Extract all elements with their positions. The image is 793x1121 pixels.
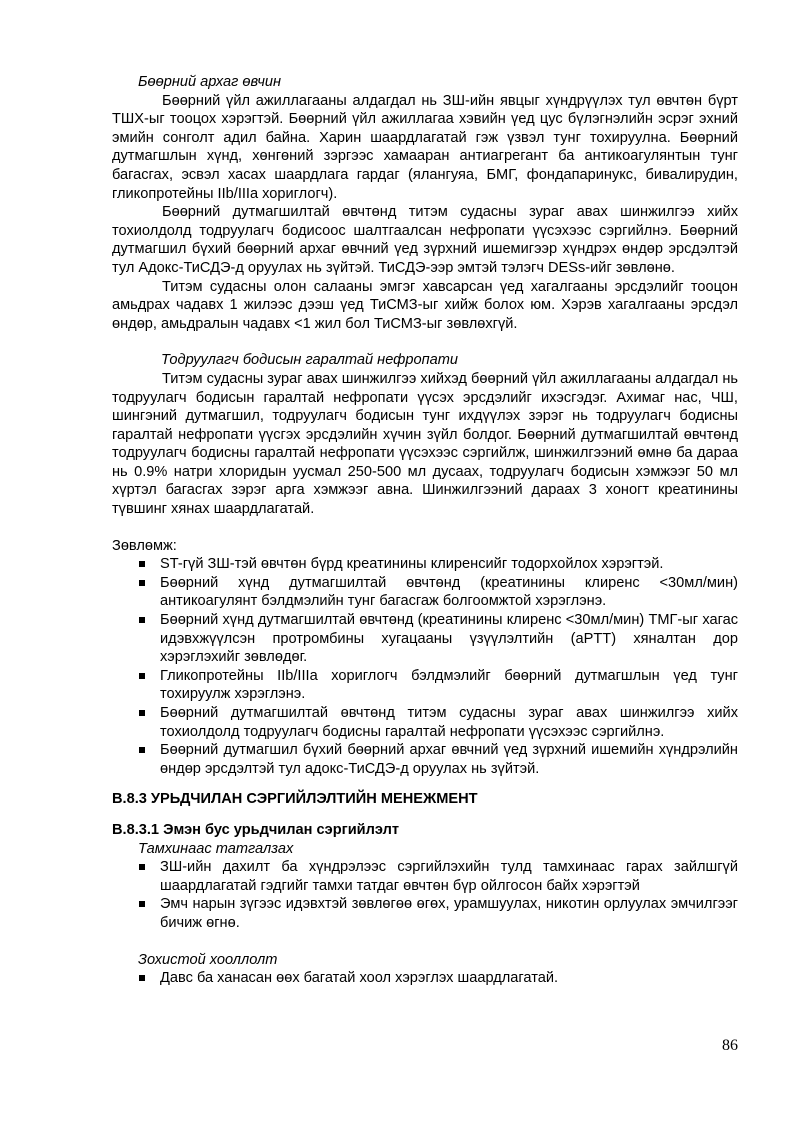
contrast-section-title: Тодруулагч бодисын гаралтай нефропати <box>161 352 459 369</box>
list-item: Бөөрний хүнд дутмагшилтай өвчтөнд (креатинины клиренс <30мл/мин) антикоагулянт бэлдмэлийн тунг багасгаж болгоомжтой хэрэглэнэ. <box>136 574 738 611</box>
list-item: ST-гүй ЗШ-тэй өвчтөн бүрд креатинины клиренсийг тодорхойлох хэрэгтэй. <box>136 555 738 574</box>
page-number: 86 <box>722 1037 738 1054</box>
recommendations-list <box>112 555 738 778</box>
list-item: ЗШ-ийн дахилт ба хүндрэлээс сэргийлэхийн тулд тамхинаас гарах зайлшгүй шаардлагатай гэдгийг тамхи татдаг өвчтөн бүр ойлгосон байх хэрэгтэй <box>136 858 738 895</box>
list-item: Эмч нарын зүгээс идэвхтэй зөвлөгөө өгөх, урамшуулах, никотин орлуулах эмчилгээг бичиж өгнө. <box>136 895 738 932</box>
prevention-subheading: В.8.3.1 Эмэн бус урьдчилан сэргийлэлт <box>112 821 400 838</box>
prevention-heading: В.8.3 УРЬДЧИЛАН СЭРГИЙЛЭЛТИЙН МЕНЕЖМЕНТ <box>112 791 478 808</box>
recommendations-label: Зөвлөмж: <box>112 537 177 554</box>
smoking-list <box>112 858 738 932</box>
kidney-paragraph: Бөөрний дутмагшилтай өвчтөнд титэм судасны зураг авах шинжилгээ хийх тохиолдолд тодруулагч бодисоос шалтгаалсан нефропати үүсэхээс сэргийлнэ. Бөөрний дутмагшил бүхий бөөрний архаг өвчний үед зүрхний ишемигээр хүндрэх өндөр эрсдэлтэй тул Адокс-ТиСДЭ-д оруулах нь зүйтэй. ТиСДЭ-ээр эмтэй тэлэгч DESs-ийг зөвлөнө. <box>112 204 738 276</box>
document-page <box>112 73 738 988</box>
kidney-section-title: Бөөрний архаг өвчин <box>138 74 282 90</box>
list-item: Бөөрний хүнд дутмагшилтай өвчтөнд (креатинины клиренс <30мл/мин) ТМГ-ыг хагас идэвхжүүлсэн протромбины хугацааны үзүүлэлтийн (aPTT) хяналтан дор хэрэглэхийг зөвлөдөг. <box>136 611 738 667</box>
contrast-paragraph: Титэм судасны зураг авах шинжилгээ хийхэд бөөрний үйл ажиллагааны алдагдал нь тодруулагч бодисын гаралтай нефропати үүсэх эрсдэлийг ихэсгэдэг. Ахимаг нас, ЧШ, шингэний дутмагшил, тодруулагч бодисын тунг ихдүүлэх зэрэг нь тодруулагч бодисны гаралтай нефропати үүсгэх эрсдэлийн хүчин зүйл болдог. Бөөрний дутмагшилтай өвчтөнд тодруулагч бодисны гаралтай нефропати үүсэхээс сэргийлж, шинжилгээний өмнө ба дараа нь 0.9% натри хлоридын уусмал 250-500 мл дусаах, тодруулагч бодисын хэмжээг 50 мл хүртэл багасгах зэрэг арга хэмжээг авна. Шинжилгээний дараах 3 хоногт креатинины түвшинг хянах шаардлагатай. <box>112 370 738 518</box>
list-item: Бөөрний дутмагшил бүхий бөөрний архаг өвчний үед зүрхний ишемийн хүндрэлийн өндөр эрсдэлтэй тул адокс-ТиСДЭ-д оруулах нь зүйтэй. <box>136 741 738 778</box>
diet-section-title: Зохистой хооллолт <box>138 951 278 968</box>
smoking-section-title: Тамхинаас татгалзах <box>138 840 294 857</box>
kidney-paragraph: Бөөрний үйл ажиллагааны алдагдал нь ЗШ-ийн явцыг хүндрүүлэх тул өвчтөн бүрт ТШХ-ыг тооцох хэрэгтэй. Бөөрний үйл ажиллагаа хэвийн үед цус бүлэгнэлийн эсрэг эхний эмийн сонголт адил байна. Харин шаардлагатай гэж үзвэл тунг тохируулна. Бөөрний дутмагшлын хүнд, хөнгөний зэргээс хамааран антиагрегант ба антикоагулянтын тунг багасгах, эсвэл хасах шаардлага гардаг (ялангуяа, БМГ, фондапаринукс, бивалирудин, гликопротейны IIb/IIIa хориглогч). <box>112 92 738 202</box>
list-item: Бөөрний дутмагшилтай өвчтөнд титэм судасны зураг авах шинжилгээ хийх тохиолдолд тодруулагч бодисны гаралтай нефропати үүсэхээс сэргийлнэ. <box>136 704 738 741</box>
kidney-paragraph: Титэм судасны олон салааны эмгэг хавсарсан үед хагалгааны эрсдэлийг тооцон амьдрах чадавх 1 жилээс дээш үед ТиСМЗ-ыг хийж болох юм. Хэрэв хагалгааны эрсдэл өндөр, амьдралын чадавх <1 жил бол ТиСМЗ-ыг зөвлөхгүй. <box>112 278 738 332</box>
list-item: Давс ба ханасан өөх багатай хоол хэрэглэх шаардлагатай. <box>136 969 738 988</box>
list-item: Гликопротейны IIb/IIIa хориглогч бэлдмэлийг бөөрний дутмагшлын үед тунг тохируулж хэрэглэнэ. <box>136 667 738 704</box>
diet-list <box>112 969 738 988</box>
